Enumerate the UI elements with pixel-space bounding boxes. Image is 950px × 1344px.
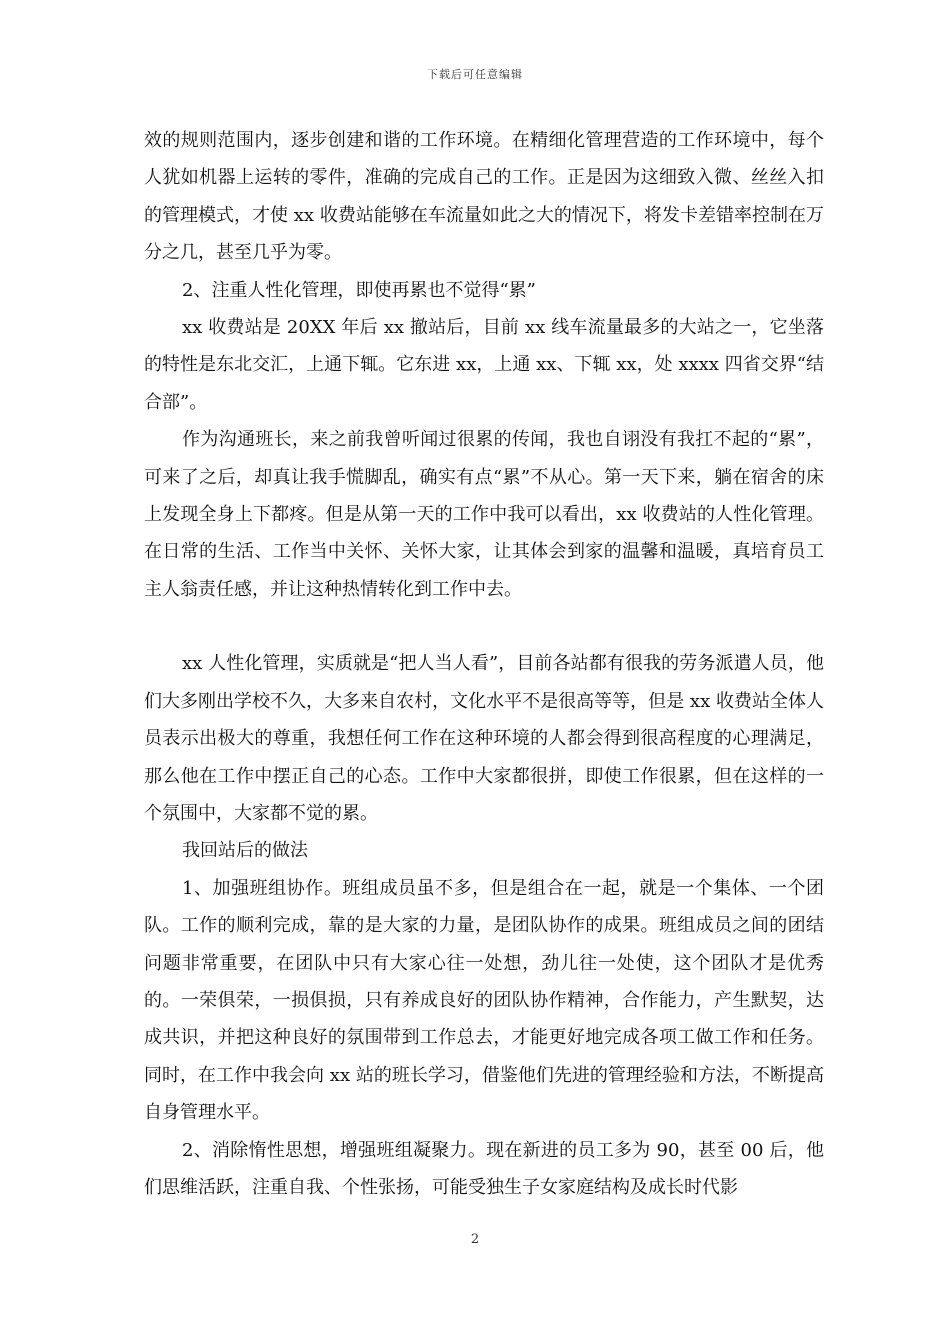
section-heading-humanized-management: 2、注重人性化管理，即使再累也不觉得“累” — [182, 279, 536, 301]
paragraph-personal-experience: 作为沟通班长，来之前我曾听闻过很累的传闻，我也自诩没有我扛不起的“累”，可来了之后，却真让我手慌脚乱，确实有点“累”不从心。第一天下来，躺在宿舍的床上发现全身上下都疼。但是从第一天的工作中我可以看出，xx 收费站的人性化管理。在日常的生活、工作当中关怀、关怀大家，让其体会到家的温馨和温暖，真培育员工主人翁责任感，并让这种热情转化到工作中去。 — [144, 429, 824, 600]
paragraph-team-collaboration: 1、加强班组协作。班组成员虽不多，但是组合在一起，就是一个集体、一个团队。工作的顺利完成，靠的是大家的力量，是团队协作的成果。班组成员之间的团结问题非常重要，在团队中只有大家心往一处想，劲儿往一处使，这个团队才是优秀的。一荣俱荣，一损俱损，只有养成良好的团队协作精神，合作能力，产生默契，达成共识，并把这种良好的氛围带到工作总去，才能更好地完成各项工做工作和任务。同时，在工作中我会向 xx 站的班长学习，借鉴他们先进的管理经验和方法，不断提高自身管理水平。 — [144, 877, 824, 1124]
paragraph-station-intro: xx 收费站是 20XX 年后 xx 撤站后，目前 xx 线车流量最多的大站之一，它坐落的特性是东北交汇，上通下辄。它东进 xx，上通 xx、下辄 xx，处 xxxx 四省交界“结合部”。 — [144, 317, 824, 413]
page-number: 2 — [470, 1232, 480, 1247]
paragraph-humanized-essence: xx 人性化管理，实质就是“把人当人看”，目前各站都有很我的劳务派遣人员，他们大多刚出学校不久，大多来自农村，文化水平不是很高等等，但是 xx 收费站全体人员表示出极大的尊重，我想任何工作在这种环境的人都会得到很高程度的心理满足，那么他在工作中摆正自己的心态。工作中大家都很拼，即使工作很累，但在这样的一个氛围中，大家都不觉的累。 — [144, 653, 824, 824]
section-heading-my-approach: 我回站后的做法 — [182, 840, 308, 862]
page-header-note: 下载后可任意编辑 — [427, 68, 523, 81]
paragraph-eliminate-inertia: 2、消除惰性思想，增强班组凝聚力。现在新进的员工多为 90，甚至 00 后，他们思维活跃，注重自我、个性张扬，可能受独生子女家庭结构及成长时代影 — [144, 1139, 824, 1198]
paragraph-continuation: 效的规则范围内，逐步创建和谐的工作环境。在精细化管理营造的工作环境中，每个人犹如机器上运转的零件，准确的完成自己的工作。正是因为这细致入微、丝丝入扣的管理模式，才使 xx 收费站能够在车流量如此之大的情况下，将发卡差错率控制在万分之几，甚至几乎为零。 — [144, 130, 824, 264]
document-body — [144, 122, 824, 1206]
